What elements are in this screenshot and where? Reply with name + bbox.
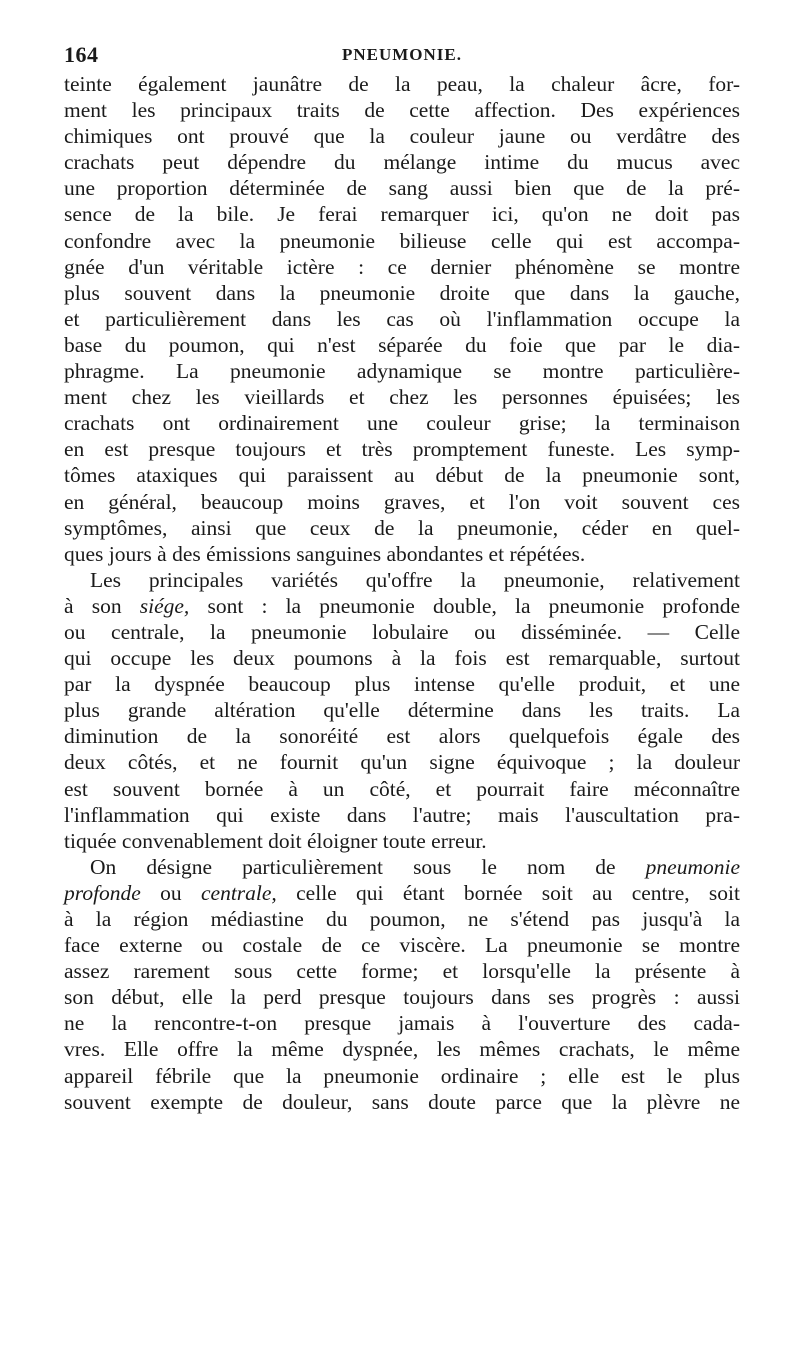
text-line: sence de la bile. Je ferai remarquer ici, qu'on ne doit pas: [64, 202, 740, 227]
text-line: [64, 854, 740, 880]
text-line: confondre avec la pneumonie bilieuse celle qui est accompa-: [64, 228, 740, 253]
text-line: Les principales variétés qu'offre la pneumonie, relativement: [90, 567, 740, 592]
text-line: ment chez les vieillards et chez les personnes épuisées; les: [64, 385, 740, 410]
text-line: crachats ont ordinairement une couleur grise; la terminaison: [64, 411, 740, 436]
text-line: face externe ou costale de ce viscère. La pneumonie se montre: [64, 933, 740, 958]
text-line: tômes ataxiques qui paraissent au début de la pneumonie sont,: [64, 463, 740, 488]
text-line: l'inflammation qui existe dans l'autre; mais l'auscultation pra-: [64, 802, 740, 827]
text-line: crachats peut dépendre du mélange intime du mucus avec: [64, 150, 740, 175]
text-line: phragme. La pneumonie adynamique se montre particulière-: [64, 359, 740, 384]
text-run: celle qui étant bornée soit au centre, soit: [276, 880, 740, 905]
text-run: ou: [140, 880, 201, 905]
text-line: est souvent bornée à un côté, et pourrait faire méconnaître: [64, 776, 740, 801]
text-line: par la dyspnée beaucoup plus intense qu'elle produit, et une: [64, 672, 740, 697]
text-line: ques jours à des émissions sanguines abondantes et répétées.: [64, 541, 586, 566]
text-line: deux côtés, et ne fournit qu'un signe équivoque ; la douleur: [64, 750, 740, 775]
text-line: en est presque toujours et très promptement funeste. Les symp-: [64, 437, 740, 462]
italic-term: siége,: [139, 593, 190, 618]
body-text: [64, 71, 740, 1115]
text-line: tiquée convenablement doit éloigner toute erreur.: [64, 828, 487, 853]
text-line: et particulièrement dans les cas où l'inflammation occupe la: [64, 306, 740, 331]
text-line: vres. Elle offre la même dyspnée, les mêmes crachats, le même: [64, 1037, 740, 1062]
text-run: à son: [64, 593, 140, 618]
text-line: [64, 880, 740, 906]
text-line: plus souvent dans la pneumonie droite que dans la gauche,: [64, 280, 740, 305]
text-line: à la région médiastine du poumon, ne s'étend pas jusqu'à la: [64, 907, 740, 931]
text-line: une proportion déterminée de sang aussi bien que de la pré-: [64, 176, 740, 201]
text-line: diminution de la sonoréité est alors quelquefois égale des: [64, 724, 740, 749]
text-line: ou centrale, la pneumonie lobulaire ou disséminée. — Celle: [64, 619, 740, 644]
page-number: 164: [64, 42, 99, 67]
text-line: ment les principaux traits de cette affection. Des expériences: [64, 98, 740, 123]
running-head: [64, 42, 740, 72]
text-line: son début, elle la perd presque toujours dans ses progrès : aussi: [64, 985, 740, 1010]
text-line: assez rarement sous cette forme; et lorsqu'elle la présente à: [64, 959, 740, 984]
text-line: ne la rencontre-t-on presque jamais à l'ouverture des cada-: [64, 1011, 740, 1036]
text-line: teinte également jaunâtre de la peau, la chaleur âcre, for-: [64, 72, 740, 96]
text-line: en général, beaucoup moins graves, et l'on voit souvent ces: [64, 489, 740, 514]
text-line: base du poumon, qui n'est séparée du foie que par le dia-: [64, 332, 740, 357]
italic-term: centrale,: [200, 880, 277, 905]
text-line: appareil fébrile que la pneumonie ordinaire ; elle est le plus: [64, 1063, 740, 1088]
text-line: symptômes, ainsi que ceux de la pneumonie, céder en quel-: [64, 515, 740, 540]
text-run: On désigne particulièrement sous le nom de: [90, 854, 646, 879]
text-line: souvent exempte de douleur, sans doute parce que la plèvre ne: [64, 1089, 740, 1114]
text-line: gnée d'un véritable ictère : ce dernier phénomène se montre: [64, 254, 740, 279]
text-line: qui occupe les deux poumons à la fois est remarquable, surtout: [64, 646, 740, 671]
running-title: PNEUMONIE.: [341, 45, 463, 64]
text-line: chimiques ont prouvé que la couleur jaune ou verdâtre des: [64, 124, 740, 149]
text-line: [64, 593, 740, 619]
italic-term: pneumonie: [645, 854, 740, 879]
text-line: plus grande altération qu'elle détermine dans les traits. La: [64, 698, 740, 723]
italic-term: profonde: [64, 880, 141, 905]
text-run: sont : la pneumonie double, la pneumonie profonde: [189, 593, 740, 618]
